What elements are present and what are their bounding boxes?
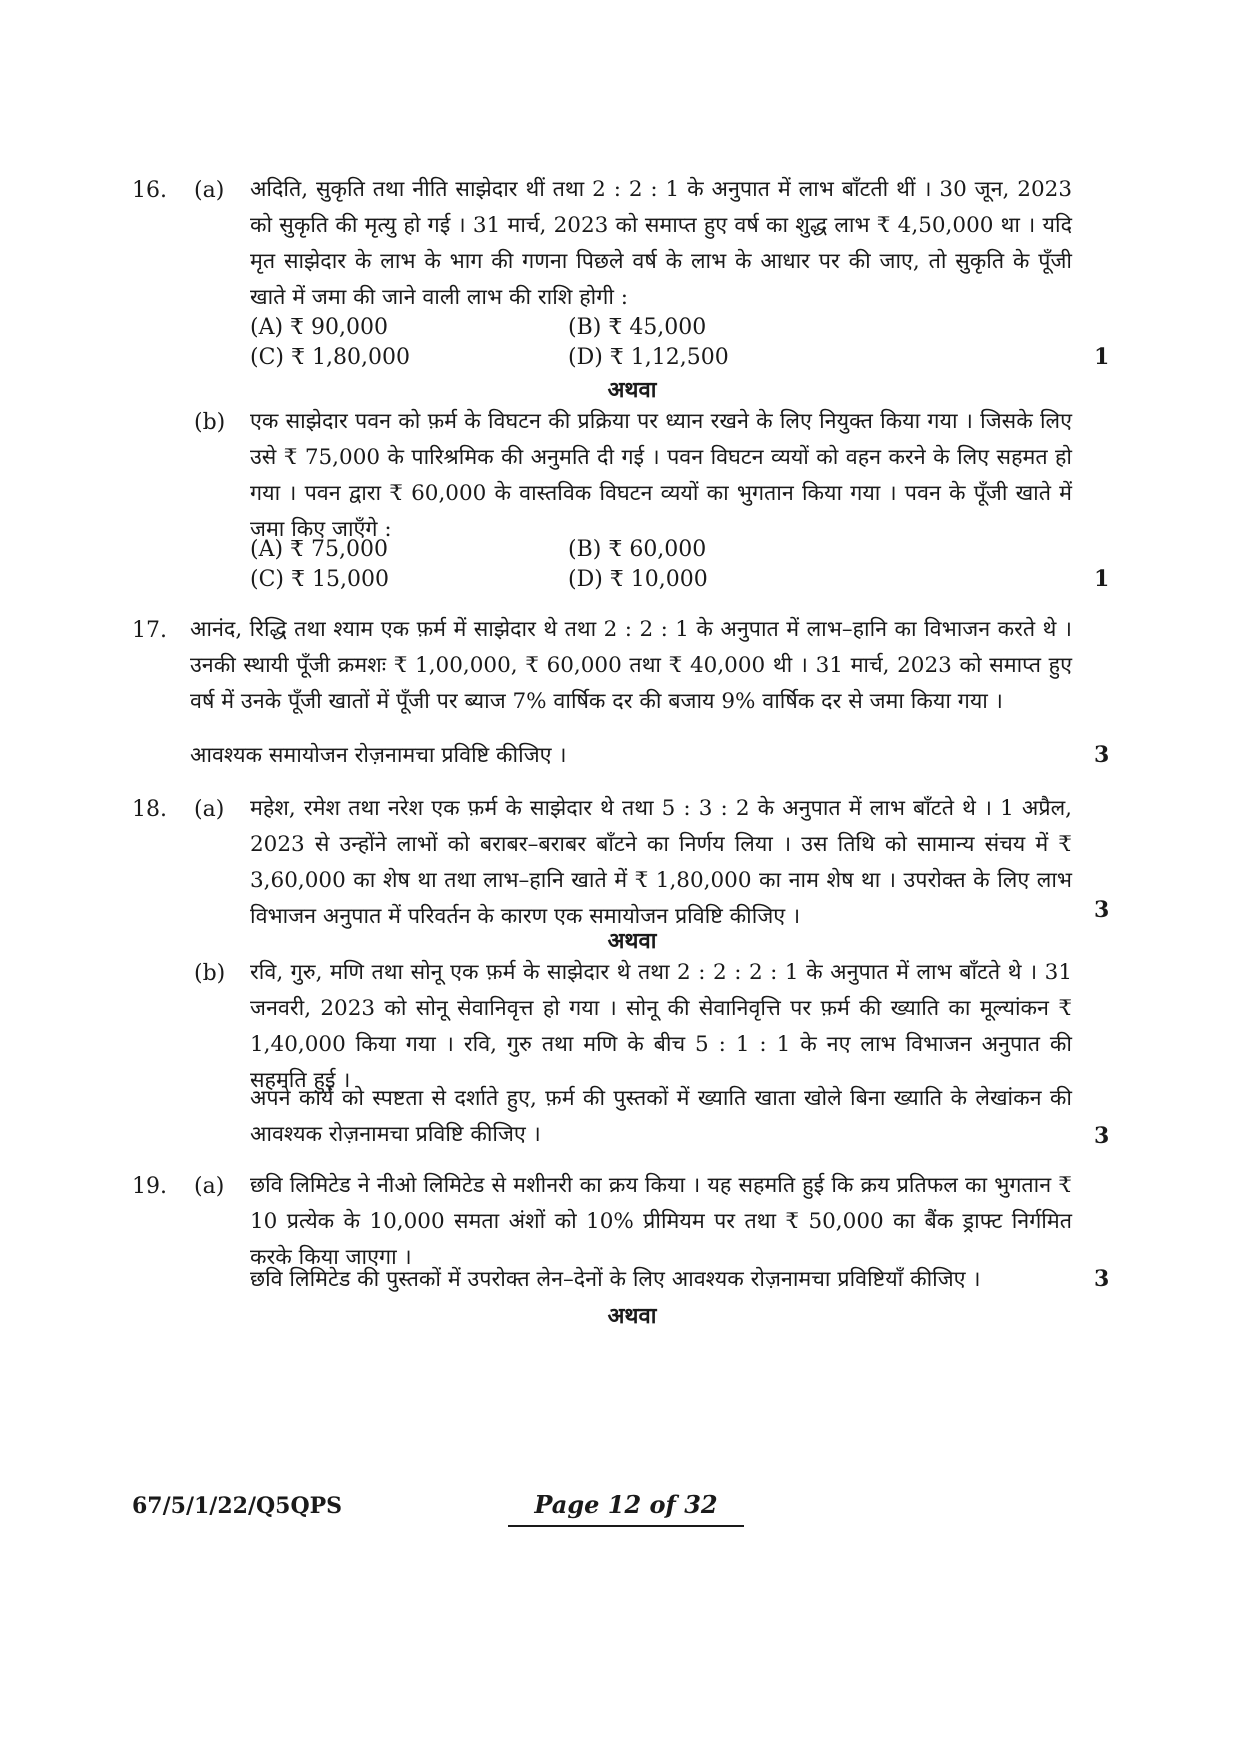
sub-label-b: (b) <box>194 410 226 435</box>
option-c: (C) ₹ 15,000 <box>250 567 389 592</box>
marks: 3 <box>1094 1123 1110 1149</box>
marks: 3 <box>1094 897 1110 923</box>
option-c: (C) ₹ 1,80,000 <box>250 345 410 370</box>
question-19a-instruction: छवि लिमिटेड की पुस्तकों में उपरोक्त लेन–देनों के लिए आवश्यक रोज़नामचा प्रविष्टियाँ कीजिए । <box>250 1267 981 1292</box>
question-18b-text: रवि, गुरु, मणि तथा सोनू एक फ़र्म के साझेदार थे तथा 2 : 2 : 2 : 1 के अनुपात में लाभ बाँटते थे । 31 जनवरी, 2023 को सोनू सेवानिवृत्त हो गया । सोनू की सेवानिवृत्ति पर फ़र्म की ख्याति का मूल्यांकन ₹ 1,40,000 किया गया । रवि, गुरु तथा मणि के बीच 5 : 1 : 1 के नए लाभ विभाजन अनुपात की सहमति हुई । <box>250 960 1072 1093</box>
question-18a-text: महेश, रमेश तथा नरेश एक फ़र्म के साझेदार थे तथा 5 : 3 : 2 के अनुपात में लाभ बाँटते थे । 1 अप्रैल, 2023 से उन्होंने लाभों को बराबर–बराबर बाँटने का निर्णय लिया । उस तिथि को सामान्य संचय में ₹ 3,60,000 का शेष था तथा लाभ–हानि खाते में ₹ 1,80,000 का नाम शेष था । उपरोक्त के लिए लाभ विभाजन अनुपात में परिवर्तन के कारण एक समायोजन प्रविष्टि कीजिए । <box>250 796 1072 929</box>
option-b: (B) ₹ 45,000 <box>568 315 707 340</box>
question-number: 16. <box>132 178 167 203</box>
question-17-text: आनंद, रिद्धि तथा श्याम एक फ़र्म में साझेदार थे तथा 2 : 2 : 1 के अनुपात में लाभ–हानि का विभाजन करते थे । उनकी स्थायी पूँजी क्रमशः ₹ 1,00,000, ₹ 60,000 तथा ₹ 40,000 थी । 31 मार्च, 2023 को समाप्त हुए वर्ष में उनके पूँजी खातों में पूँजी पर ब्याज 7% वार्षिक दर की बजाय 9% वार्षिक दर से जमा किया गया । <box>190 617 1072 714</box>
question-19a-text: छवि लिमिटेड ने नीओ लिमिटेड से मशीनरी का क्रय किया । यह सहमति हुई कि क्रय प्रतिफल का भुगतान ₹ 10 प्रत्येक के 10,000 समता अंशों को 10% प्रीमियम पर तथा ₹ 50,000 का बैंक ड्राफ्ट निर्गमित करके किया जाएगा । <box>250 1173 1072 1270</box>
paper-code: 67/5/1/22/Q5QPS <box>132 1493 343 1519</box>
sub-label-a: (a) <box>194 797 225 822</box>
sub-label-b: (b) <box>194 961 226 986</box>
marks: 3 <box>1094 1266 1110 1292</box>
question-number: 17. <box>132 618 167 643</box>
question-number: 18. <box>132 797 167 822</box>
marks: 1 <box>1094 566 1110 592</box>
option-d: (D) ₹ 10,000 <box>568 567 708 592</box>
or-divider: अथवा <box>607 1303 657 1329</box>
marks: 3 <box>1094 742 1110 768</box>
sub-label-a: (a) <box>194 178 225 203</box>
option-d: (D) ₹ 1,12,500 <box>568 345 729 370</box>
option-a: (A) ₹ 90,000 <box>250 315 389 340</box>
question-number: 19. <box>132 1174 167 1199</box>
question-17-instruction: आवश्यक समायोजन रोज़नामचा प्रविष्टि कीजिए । <box>190 743 567 768</box>
or-divider: अथवा <box>607 377 657 403</box>
or-divider: अथवा <box>607 928 657 954</box>
question-16a-text: अदिति, सुकृति तथा नीति साझेदार थीं तथा 2 : 2 : 1 के अनुपात में लाभ बाँटती थीं । 30 जून, 2023 को सुकृति की मृत्यु हो गई । 31 मार्च, 2023 को समाप्त हुए वर्ष का शुद्ध लाभ ₹ 4,50,000 था । यदि मृत साझेदार के लाभ के भाग की गणना पिछले वर्ष के लाभ के आधार पर की जाए, तो सुकृति के पूँजी खाते में जमा की जाने वाली लाभ की राशि होगी : <box>250 177 1072 310</box>
page-number: Page 12 of 32 <box>534 1490 718 1519</box>
option-a: (A) ₹ 75,000 <box>250 537 389 562</box>
question-16b-text: एक साझेदार पवन को फ़र्म के विघटन की प्रक्रिया पर ध्यान रखने के लिए नियुक्त किया गया । जिसके लिए उसे ₹ 75,000 के पारिश्रमिक की अनुमति दी गई । पवन विघटन व्ययों को वहन करने के लिए सहमत हो गया । पवन द्वारा ₹ 60,000 के वास्तविक विघटन व्ययों का भुगतान किया गया । पवन के पूँजी खाते में जमा किए जाएँगे : <box>250 409 1072 542</box>
question-18b-instruction: अपने कार्य को स्पष्टता से दर्शाते हुए, फ़र्म की पुस्तकों में ख्याति खाता खोले बिना ख्याति के लेखांकन की आवश्यक रोज़नामचा प्रविष्टि कीजिए । <box>250 1086 1072 1147</box>
option-b: (B) ₹ 60,000 <box>568 537 707 562</box>
sub-label-a: (a) <box>194 1174 225 1199</box>
page-number-underline <box>508 1525 744 1527</box>
marks: 1 <box>1094 344 1110 370</box>
